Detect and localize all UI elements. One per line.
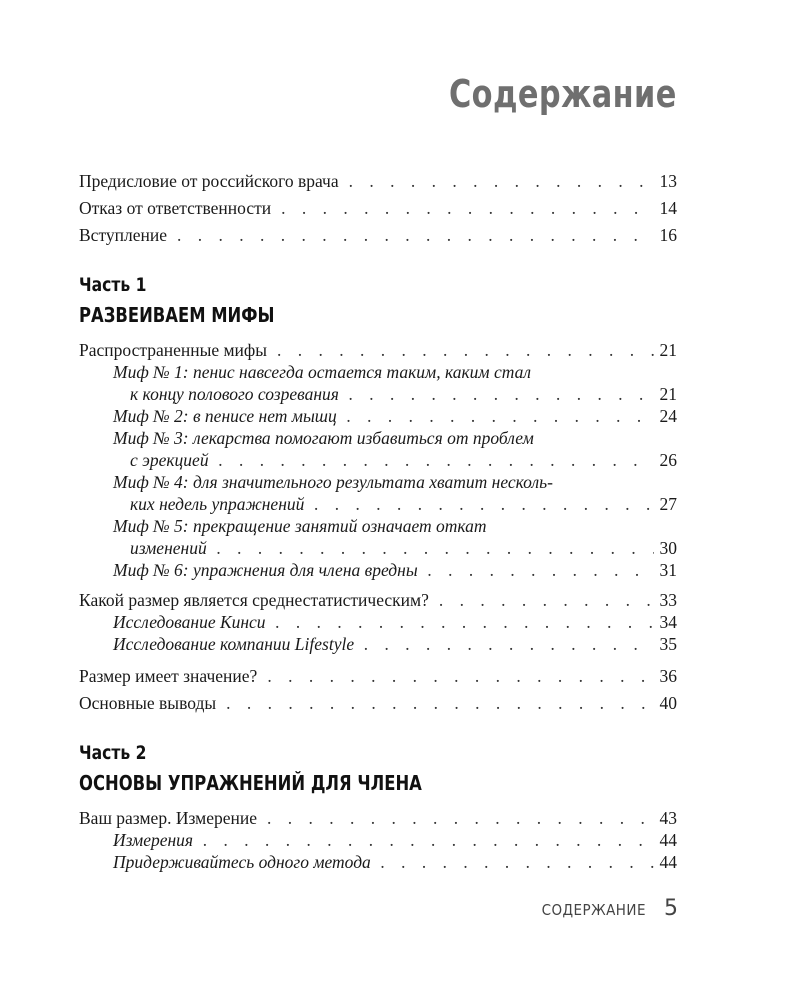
toc-entry-one-method[interactable] [79,851,677,873]
toc-page-number: 16 [659,225,677,245]
toc-entry-measurements[interactable] [79,829,677,851]
toc-page-number: 44 [659,852,677,872]
toc-page-number: 44 [659,830,677,850]
toc-entry-myth-4[interactable] [79,493,677,515]
toc-entry-myth-4-line1[interactable]: Миф № 4: для значительного результата хватит несколь- [113,472,553,492]
toc-page-number: 30 [659,538,677,558]
toc-page-number: 21 [659,340,677,360]
dot-leader [314,493,653,515]
toc-entry-title: изменений [130,538,207,558]
dot-leader [226,690,653,717]
toc-entry-title: Какой размер является среднестатистическим? [79,590,429,610]
toc-entry-lifestyle[interactable] [79,633,677,655]
toc-entry-title: Исследование компании Lifestyle [113,634,355,654]
toc-entry-myth-6[interactable] [79,559,677,581]
toc-entry-your-size[interactable] [79,807,677,829]
dot-leader [177,222,654,249]
dot-leader [203,829,653,851]
dot-leader [217,537,654,559]
toc-entry-preface[interactable] [79,168,677,195]
toc-page-number: 43 [659,808,677,828]
dot-leader [277,339,653,361]
part-1-label: Часть 1 [79,274,147,296]
dot-leader [349,168,654,195]
toc-entry-introduction[interactable] [79,222,677,249]
toc-entry-title: Размер имеет значение? [79,666,258,686]
toc-entry-myth-5[interactable] [79,537,677,559]
toc-entry-title: Измерения [113,830,194,850]
toc-entry-title: к концу полового созревания [130,384,339,404]
toc-entry-average-size[interactable] [79,589,677,611]
dot-leader [364,633,653,655]
toc-page-number: 40 [659,693,677,713]
toc-entry-title: Основные выводы [79,693,217,713]
toc-entry-conclusions[interactable] [79,690,677,717]
toc-entry-common-myths[interactable] [79,339,677,361]
toc-entry-size-matters[interactable] [79,663,677,690]
toc-page-number: 27 [659,494,677,514]
toc-entry-myth-3[interactable] [79,449,677,471]
toc-entry-title: ких недель упражнений [130,494,305,514]
dot-leader [349,383,654,405]
toc-entry-disclaimer[interactable] [79,195,677,222]
page-number: 5 [664,896,678,921]
toc-page-number: 36 [659,666,677,686]
toc-page-number: 33 [659,590,677,610]
toc-entry-myth-1-line1[interactable]: Миф № 1: пенис навсегда остается таким, каким стал [113,362,531,382]
running-footer-label: СОДЕРЖАНИЕ [541,901,646,919]
toc-entry-myth-3-line1[interactable]: Миф № 3: лекарства помогают избавиться от проблем [113,428,534,448]
dot-leader [267,663,653,690]
dot-leader [347,405,654,427]
toc-entry-myth-1[interactable] [79,383,677,405]
page-title: Содержание [449,72,677,116]
dot-leader [381,851,654,873]
toc-entry-kinsey[interactable] [79,611,677,633]
toc-entry-title: Вступление [79,225,167,245]
dot-leader [219,449,654,471]
toc-entry-title: Ваш размер. Измерение [79,808,257,828]
dot-leader [281,195,653,222]
toc-entry-title: с эрекцией [130,450,209,470]
toc-page-number: 13 [659,171,677,191]
toc-entry-title: Придерживайтесь одного метода [113,852,371,872]
dot-leader [267,807,654,829]
toc-entry-title: Предисловие от российского врача [79,171,339,191]
toc-entry-title: Распространенные мифы [79,340,268,360]
toc-entry-title: Миф № 2: в пенисе нет мышц [113,406,337,426]
toc-page-number: 31 [659,560,677,580]
toc-entry-title: Отказ от ответственности [79,198,272,218]
toc-entry-title: Миф № 6: упражнения для члена вредны [113,560,418,580]
toc-entry-title: Исследование Кинси [113,612,266,632]
dot-leader [428,559,654,581]
part-2-title: ОСНОВЫ УПРАЖНЕНИЙ ДЛЯ ЧЛЕНА [79,771,422,795]
toc-entry-myth-2[interactable] [79,405,677,427]
toc-entry-myth-5-line1[interactable]: Миф № 5: прекращение занятий означает откат [113,516,487,536]
table-of-contents [79,168,677,873]
toc-page-number: 14 [659,198,677,218]
toc-page-number: 34 [659,612,677,632]
dot-leader [276,611,654,633]
dot-leader [439,589,654,611]
toc-page-number: 26 [659,450,677,470]
page-footer [530,896,678,921]
toc-page-number: 24 [659,406,677,426]
part-2-label: Часть 2 [79,742,147,764]
part-1-title: РАЗВЕИВАЕМ МИФЫ [79,303,275,327]
toc-page-number: 35 [659,634,677,654]
toc-page-number: 21 [659,384,677,404]
